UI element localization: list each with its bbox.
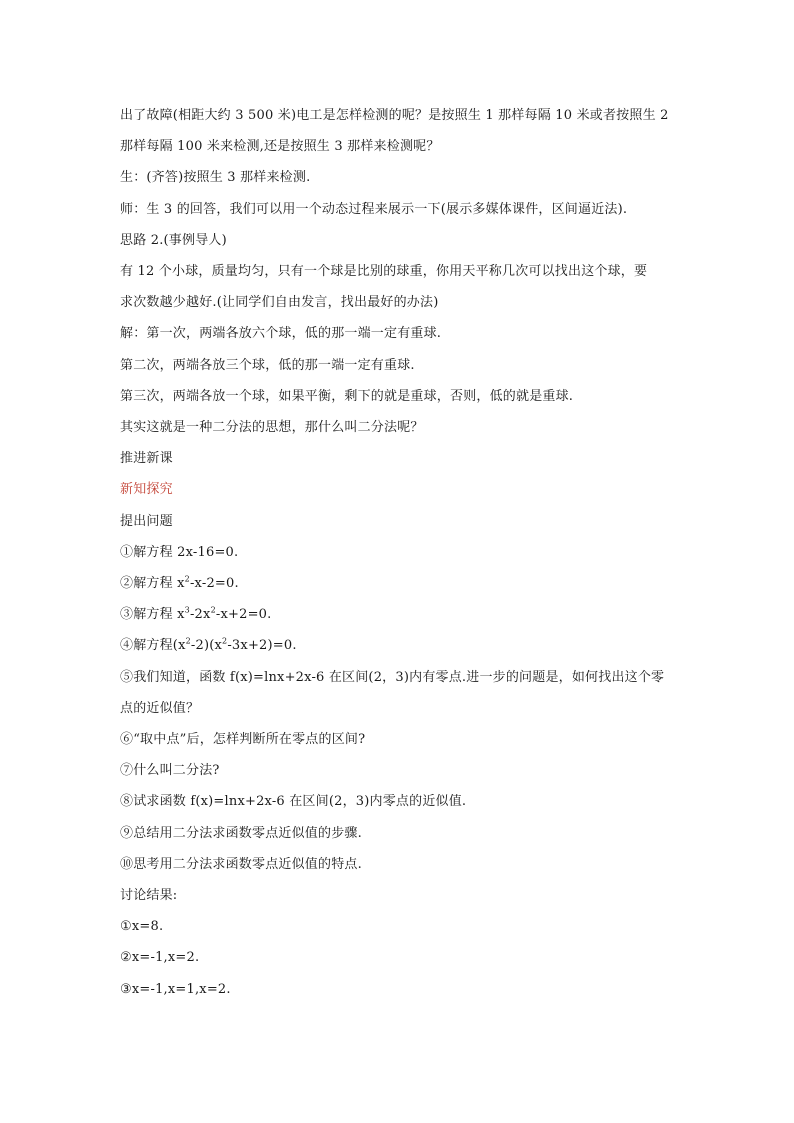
solution-step-3: 第三次，两端各放一个球，如果平衡，剩下的就是重球，否则，低的就是重球. xyxy=(120,388,574,404)
ball-problem-line-2: 求次数越少越好.(让同学们自由发言，找出最好的办法) xyxy=(120,295,439,311)
exponent: 2 xyxy=(184,574,190,584)
problem-5-line-2: 点的近似值？ xyxy=(120,700,200,716)
teacher-remark: 师：生 3 的回答，我们可以用一个动态过程来展示一下(展示多媒体课件，区间逼近法). xyxy=(120,201,628,217)
exponent: 2 xyxy=(185,637,191,647)
document-body xyxy=(120,100,680,1005)
problem-6: ⑥“取中点”后，怎样判断所在零点的区间? xyxy=(120,732,366,748)
problem-10: ⑩思考用二分法求函数零点近似值的特点. xyxy=(120,856,362,872)
section-heading: 新知探究 xyxy=(120,482,173,498)
problem-5-line-1: ⑤我们知道，函数 f(x)=lnx+2x-6 在区间(2，3)内有零点.进一步的问题是，如何找出这个零 xyxy=(120,669,665,685)
problem-1: ①解方程 2x-16=0. xyxy=(120,544,239,560)
problem-8: ⑧试求函数 f(x)=lnx+2x-6 在区间(2，3)内零点的近似值. xyxy=(120,794,467,810)
problem-2: ②解方程 $x^2-x-2=0$. xyxy=(120,574,239,592)
paragraph-line-2: 那样每隔 100 米来检测,还是按照生 3 那样来检测呢？ xyxy=(120,139,440,155)
student-answer: 生：(齐答)按照生 3 那样来检测. xyxy=(120,170,311,186)
paragraph-line-1: 出了故障(相距大约 3 500 米)电工是怎样检测的呢？是按照生 1 那样每隔 10 米或者按照生 2 xyxy=(120,108,669,123)
solution-step-1: 解：第一次，两端各放六个球，低的那一端一定有重球. xyxy=(120,326,442,342)
ball-problem-line-1: 有 12 个小球，质量均匀，只有一个球是比别的球重，你用天平称几次可以找出这个球，要 xyxy=(120,264,648,280)
results-heading: 讨论结果: xyxy=(120,888,178,904)
problems-heading: 提出问题 xyxy=(120,513,173,529)
result-1: ①x=8. xyxy=(120,919,164,935)
exponent: 3 xyxy=(184,605,190,615)
approach-2-title: 思路 2.(事例导人) xyxy=(120,232,227,248)
problem-7: ⑦什么叫二分法? xyxy=(120,763,220,779)
new-lesson-heading: 推进新课 xyxy=(120,451,173,467)
bisection-question: 其实这就是一种二分法的思想，那什么叫二分法呢？ xyxy=(120,420,424,436)
result-3: ③x=-1,x=1,x=2. xyxy=(120,981,231,997)
problem-4: ④解方程$(x^2-2)(x^2-3x+2)=0$. xyxy=(120,637,297,654)
problem-9: ⑨总结用二分法求函数零点近似值的步骤. xyxy=(120,825,362,841)
solution-step-2: 第二次，两端各放三个球，低的那一端一定有重球. xyxy=(120,357,415,373)
problem-3: ③解方程 $x^3-2x^2-x+2=0$. xyxy=(120,605,272,623)
exponent: 2 xyxy=(222,637,228,647)
exponent: 2 xyxy=(210,605,216,615)
result-2: ②x=-1,x=2. xyxy=(120,950,200,966)
